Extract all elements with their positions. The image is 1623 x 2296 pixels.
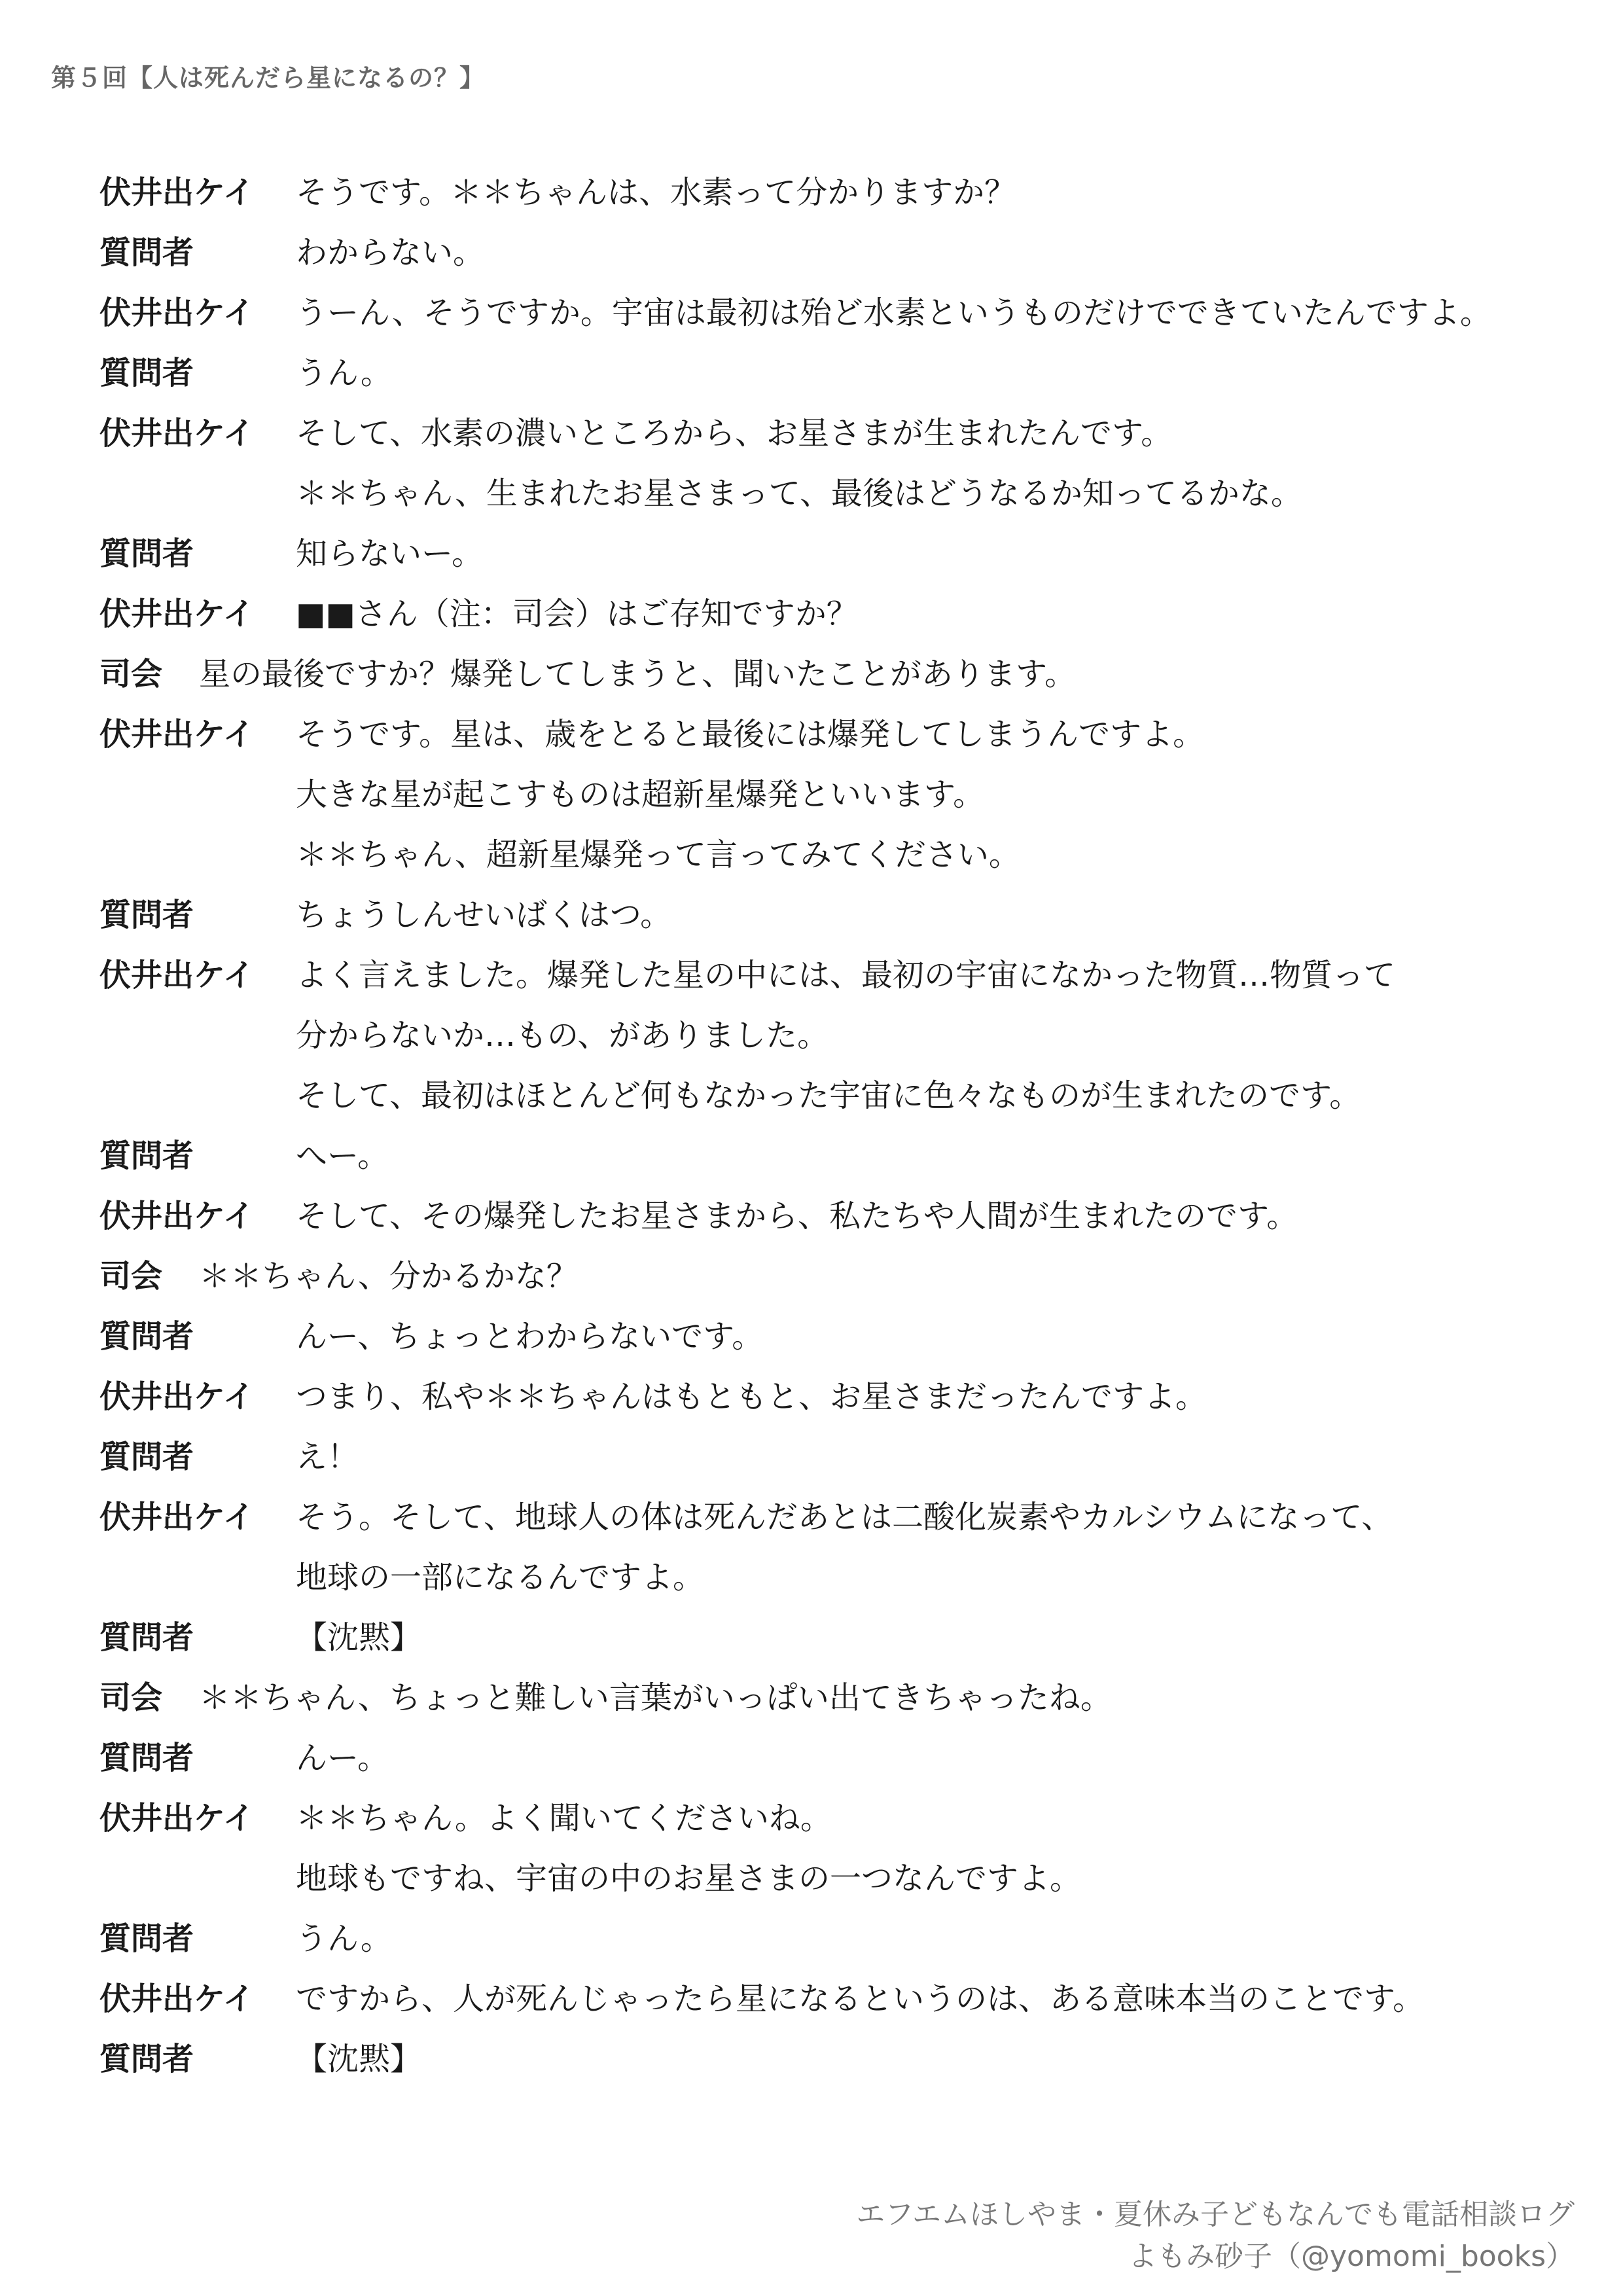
speaker-name: 伏井出ケイ <box>99 596 255 632</box>
speaker-name: 質問者 <box>99 1318 194 1355</box>
dialogue-text: そう。そして、地球人の体は死んだあとは二酸化炭素やカルシウムになって、 <box>296 1499 1393 1535</box>
dialogue-line <box>99 223 1572 283</box>
dialogue-line <box>99 1969 1572 2029</box>
speaker-name: 質問者 <box>99 1138 194 1174</box>
dialogue-text: 知らないー。 <box>296 535 484 572</box>
speaker-name: 伏井出ケイ <box>99 1800 255 1837</box>
dialogue-line <box>99 1126 1572 1186</box>
dialogue-line <box>99 584 1572 644</box>
dialogue-text: わからない。 <box>296 234 485 271</box>
speaker-name: 伏井出ケイ <box>99 415 255 452</box>
dialogue-line <box>99 463 1572 524</box>
dialogue-text: そして、最初はほとんど何もなかった宇宙に色々なものが生まれたのです。 <box>296 1077 1361 1114</box>
dialogue-text: ちょうしんせいばくはつ。 <box>296 897 672 933</box>
dialogue-transcript <box>99 162 1572 2089</box>
speaker-name: 伏井出ケイ <box>99 1499 255 1535</box>
dialogue-text: ＊＊ちゃん、生まれたお星さまって、最後はどうなるか知ってるかな。 <box>296 475 1302 512</box>
dialogue-line <box>99 1788 1572 1848</box>
dialogue-text: 分からないか…もの、がありました。 <box>296 1017 829 1054</box>
dialogue-line <box>99 1367 1572 1427</box>
speaker-name: 伏井出ケイ <box>99 295 255 331</box>
footer-series-title: エフエムほしやま・夏休み子どもなんでも電話相談ログ <box>856 2198 1575 2231</box>
speaker-name: 伏井出ケイ <box>99 1981 255 2017</box>
dialogue-text: つまり、私や＊＊ちゃんはもともと、お星さまだったんですよ。 <box>296 1378 1207 1415</box>
dialogue-text: よく言えました。爆発した星の中には、最初の宇宙になかった物質…物質って <box>296 957 1396 994</box>
speaker-name: 質問者 <box>99 1740 194 1776</box>
speaker-name: 質問者 <box>99 535 194 572</box>
dialogue-text: ■■さん（注：司会）はご存知ですか？ <box>296 596 858 632</box>
speaker-name: 伏井出ケイ <box>99 174 255 211</box>
dialogue-line <box>99 1427 1572 1487</box>
dialogue-line <box>99 1246 1572 1306</box>
dialogue-text: ＊＊ちゃん、分かるかな？ <box>199 1258 578 1295</box>
speaker-name: 伏井出ケイ <box>99 957 255 994</box>
dialogue-line <box>99 1066 1572 1126</box>
dialogue-line <box>99 1487 1572 1547</box>
dialogue-text: うーん、そうですか。宇宙は最初は殆ど水素というものだけでできていたんですよ。 <box>296 295 1491 331</box>
dialogue-text: 【沈黙】 <box>296 2041 422 2077</box>
dialogue-text: ＊＊ちゃん。よく聞いてくださいね。 <box>296 1800 832 1837</box>
speaker-name: 質問者 <box>99 1619 194 1656</box>
speaker-name: 伏井出ケイ <box>99 1198 255 1234</box>
dialogue-line <box>99 825 1572 885</box>
speaker-name: 質問者 <box>99 897 194 933</box>
dialogue-text: ＊＊ちゃん、超新星爆発って言ってみてください。 <box>296 836 1020 873</box>
dialogue-line <box>99 1668 1572 1728</box>
dialogue-line <box>99 2029 1572 2089</box>
speaker-name: 司会 <box>99 1258 163 1295</box>
dialogue-line <box>99 403 1572 463</box>
dialogue-text: そうです。＊＊ちゃんは、水素って分かりますか？ <box>296 174 1016 211</box>
speaker-name: 質問者 <box>99 1920 194 1957</box>
speaker-name: 質問者 <box>99 2041 194 2077</box>
dialogue-text: うん。 <box>296 355 392 391</box>
dialogue-line <box>99 1306 1572 1367</box>
dialogue-text: ＊＊ちゃん、ちょっと難しい言葉がいっぱい出てきちゃったね。 <box>199 1679 1112 1716</box>
dialogue-text: そして、水素の濃いところから、お星さまが生まれたんです。 <box>296 415 1173 452</box>
dialogue-line <box>99 1186 1572 1246</box>
dialogue-text: 大きな星が起こすものは超新星爆発といいます。 <box>296 776 985 813</box>
speaker-name: 伏井出ケイ <box>99 1378 255 1415</box>
dialogue-text: 星の最後ですか？爆発してしまうと、聞いたことがあります。 <box>199 656 1077 692</box>
dialogue-line <box>99 1547 1572 1607</box>
dialogue-line <box>99 1848 1572 1909</box>
dialogue-line <box>99 524 1572 584</box>
dialogue-text: んー。 <box>296 1740 389 1776</box>
dialogue-text: へー。 <box>296 1138 389 1174</box>
page-title: 第５回【人は死んだら星になるの？】 <box>51 63 486 92</box>
page-footer <box>856 2194 1575 2278</box>
dialogue-line <box>99 885 1572 945</box>
dialogue-text: うん。 <box>296 1920 392 1957</box>
dialogue-line <box>99 1607 1572 1668</box>
dialogue-text: ですから、人が死んじゃったら星になるというのは、ある意味本当のことです。 <box>296 1981 1425 2017</box>
dialogue-text: んー、ちょっとわからないです。 <box>296 1318 764 1355</box>
speaker-name: 質問者 <box>99 234 194 271</box>
footer-author: よもみ砂子（@yomomi_books） <box>1128 2240 1575 2273</box>
dialogue-line <box>99 704 1572 764</box>
dialogue-text: 地球の一部になるんですよ。 <box>296 1559 705 1596</box>
speaker-name: 伏井出ケイ <box>99 716 255 753</box>
dialogue-text: そして、その爆発したお星さまから、私たちや人間が生まれたのです。 <box>296 1198 1298 1234</box>
speaker-name: 質問者 <box>99 1439 194 1475</box>
dialogue-line <box>99 1728 1572 1788</box>
dialogue-text: え！ <box>296 1439 359 1475</box>
dialogue-line <box>99 162 1572 223</box>
dialogue-text: そうです。星は、歳をとると最後には爆発してしまうんですよ。 <box>296 716 1205 753</box>
dialogue-line <box>99 343 1572 403</box>
dialogue-line <box>99 1005 1572 1066</box>
dialogue-text: 地球もですね、宇宙の中のお星さまの一つなんですよ。 <box>296 1860 1082 1897</box>
speaker-name: 司会 <box>99 1679 163 1716</box>
dialogue-line <box>99 283 1572 343</box>
dialogue-line <box>99 945 1572 1005</box>
dialogue-line <box>99 764 1572 825</box>
dialogue-line <box>99 1909 1572 1969</box>
speaker-name: 司会 <box>99 656 163 692</box>
speaker-name: 質問者 <box>99 355 194 391</box>
dialogue-line <box>99 644 1572 704</box>
dialogue-text: 【沈黙】 <box>296 1619 422 1656</box>
